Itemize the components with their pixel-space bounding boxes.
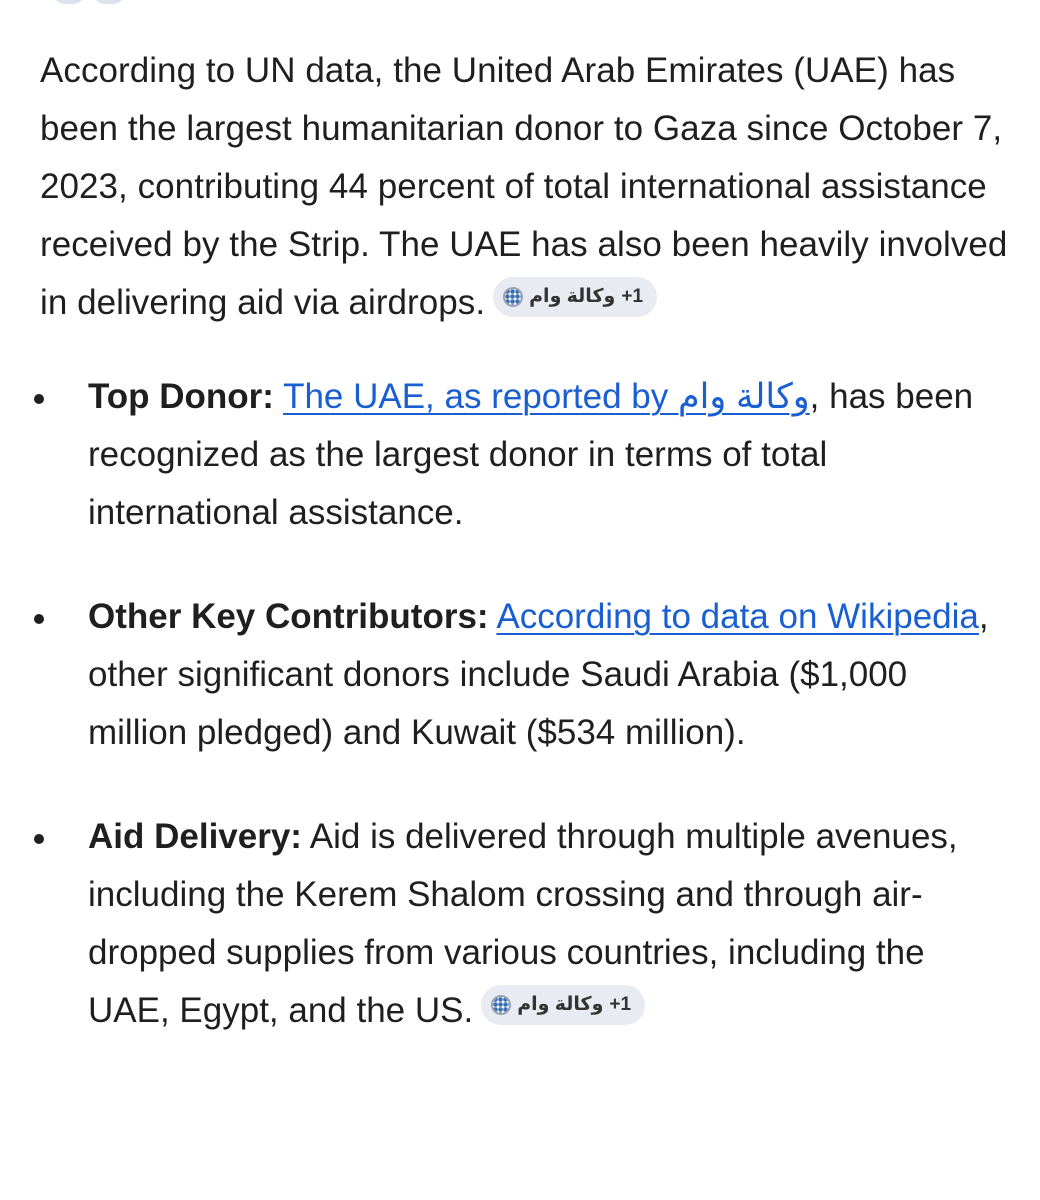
answer-content [40,42,1010,1040]
list-item [40,588,1010,762]
bullet-dot-icon [34,614,44,624]
citation-link-wam[interactable]: The UAE, as reported by وكالة وام [283,377,810,416]
list-item-title: Top Donor: [88,377,274,416]
key-points-list [40,368,1010,1040]
list-item-text: Aid is delivered through multiple avenues, including the Kerem Shalom crossing and through air-dropped supplies from various countries, including the UAE, Egypt, and the US. [88,817,958,1030]
bullet-dot-icon [34,394,44,404]
intro-text: According to UN data, the United Arab Emirates (UAE) has been the largest humanitarian donor to Gaza since October 7, 2023, contributing 44 percent of total international assistance received by the Strip. The UAE has also been heavily involved in delivering aid via airdrops. [40,51,1008,322]
source-chip-aid-delivery[interactable] [481,985,645,1025]
globe-dots-icon [491,995,511,1015]
top-chip-fragment [52,0,126,4]
citation-link-wikipedia[interactable]: According to data on Wikipedia [496,597,979,636]
list-item-text: , has been recognized as the largest donor in terms of total international assistance. [88,377,974,532]
chip-count: +1 [621,286,644,307]
chip-count: +1 [609,994,632,1015]
chip-source-label: وكالة وام [517,994,604,1015]
list-item-title: Aid Delivery: [88,817,302,856]
chip-source-label: وكالة وام [529,286,616,307]
source-chip-intro[interactable] [493,277,657,317]
list-item [40,808,1010,1040]
bullet-dot-icon [34,834,44,844]
list-item-text: , other significant donors include Saudi Arabia ($1,000 million pledged) and Kuwait ($534 million). [88,597,989,752]
globe-dots-icon [503,287,523,307]
list-item-title: Other Key Contributors: [88,597,489,636]
top-chip-fragment-right [92,0,126,4]
top-chip-fragment-left [52,0,86,4]
intro-paragraph [40,42,1010,332]
list-item [40,368,1010,542]
